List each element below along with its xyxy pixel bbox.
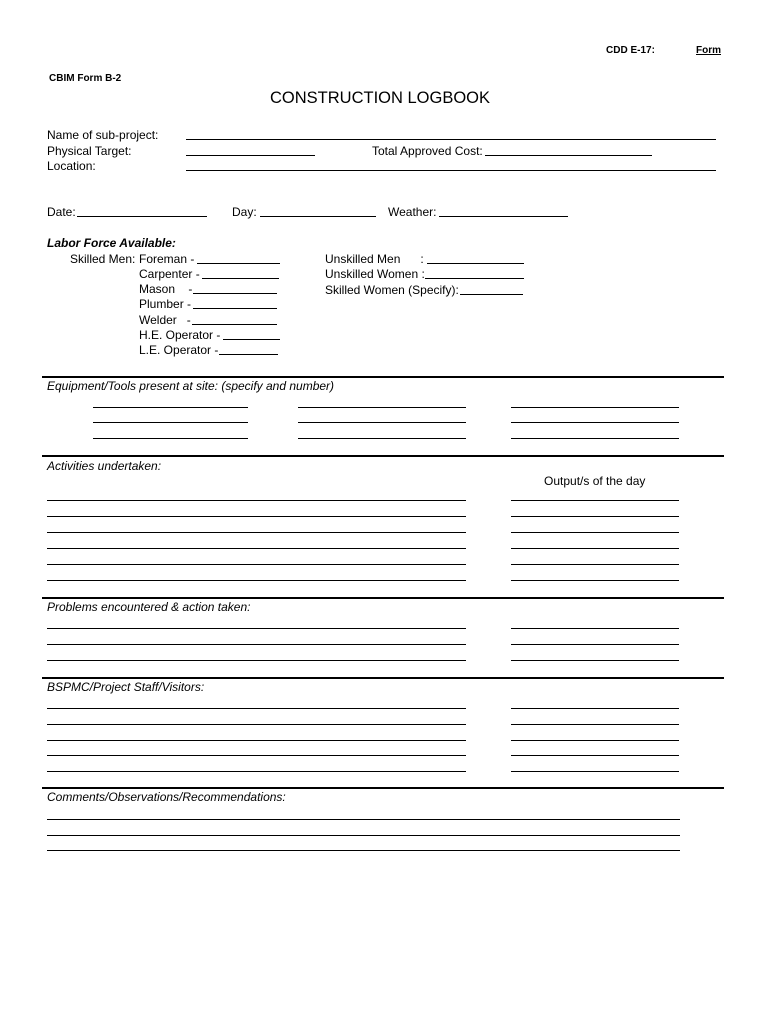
- staff-field[interactable]: [47, 708, 466, 709]
- foreman-field[interactable]: [197, 263, 280, 264]
- location-label: Location:: [47, 159, 96, 173]
- problem-field[interactable]: [47, 628, 466, 629]
- activities-divider: [42, 455, 724, 457]
- staff-field[interactable]: [47, 755, 466, 756]
- plumber-field[interactable]: [193, 308, 277, 309]
- problems-divider: [42, 597, 724, 599]
- staff-heading: BSPMC/Project Staff/Visitors:: [47, 680, 205, 694]
- action-field[interactable]: [511, 644, 679, 645]
- equipment-heading: Equipment/Tools present at site: (specify and number): [47, 379, 335, 393]
- equipment-field[interactable]: [298, 407, 466, 408]
- total-cost-label: Total Approved Cost:: [372, 144, 483, 158]
- output-field[interactable]: [511, 500, 679, 501]
- total-cost-field[interactable]: [485, 155, 652, 156]
- comments-heading: Comments/Observations/Recommendations:: [47, 790, 286, 804]
- weather-field[interactable]: [439, 216, 568, 217]
- weather-label: Weather:: [388, 205, 437, 219]
- comment-field[interactable]: [47, 819, 680, 820]
- equipment-field[interactable]: [511, 407, 679, 408]
- equipment-field[interactable]: [93, 422, 248, 423]
- staff-divider: [42, 677, 724, 679]
- equipment-field[interactable]: [93, 438, 248, 439]
- form-label: Form: [696, 45, 721, 56]
- output-field[interactable]: [511, 532, 679, 533]
- comments-divider: [42, 787, 724, 789]
- carpenter-label: Carpenter -: [139, 267, 200, 281]
- comment-field[interactable]: [47, 835, 680, 836]
- physical-target-field[interactable]: [186, 155, 315, 156]
- staff-extra-field[interactable]: [511, 708, 679, 709]
- foreman-label: Foreman -: [139, 252, 195, 266]
- activity-field[interactable]: [47, 500, 466, 501]
- le-operator-label: L.E. Operator -: [139, 343, 219, 357]
- he-operator-field[interactable]: [223, 339, 280, 340]
- mason-field[interactable]: [193, 293, 277, 294]
- he-operator-label: H.E. Operator -: [139, 328, 221, 342]
- equipment-field[interactable]: [511, 422, 679, 423]
- equipment-field[interactable]: [93, 407, 248, 408]
- skilled-men-label: Skilled Men:: [70, 252, 136, 266]
- staff-extra-field[interactable]: [511, 755, 679, 756]
- day-field[interactable]: [260, 216, 376, 217]
- date-field[interactable]: [77, 216, 207, 217]
- page-title: CONSTRUCTION LOGBOOK: [270, 89, 491, 107]
- action-field[interactable]: [511, 660, 679, 661]
- activity-field[interactable]: [47, 580, 466, 581]
- equipment-field[interactable]: [511, 438, 679, 439]
- activity-field[interactable]: [47, 548, 466, 549]
- le-operator-field[interactable]: [219, 354, 278, 355]
- output-heading: Output/s of the day: [544, 474, 646, 488]
- skilled-women-field[interactable]: [460, 294, 523, 295]
- unskilled-women-label: Unskilled Women :: [325, 267, 425, 281]
- activities-heading: Activities undertaken:: [47, 459, 162, 473]
- comment-field[interactable]: [47, 850, 680, 851]
- staff-field[interactable]: [47, 771, 466, 772]
- subproject-field[interactable]: [186, 139, 716, 140]
- date-label: Date:: [47, 205, 76, 219]
- equipment-field[interactable]: [298, 422, 466, 423]
- staff-extra-field[interactable]: [511, 771, 679, 772]
- output-field[interactable]: [511, 548, 679, 549]
- unskilled-men-label: Unskilled Men :: [325, 252, 424, 266]
- welder-field[interactable]: [192, 324, 277, 325]
- equipment-field[interactable]: [298, 438, 466, 439]
- mason-label: Mason -: [139, 282, 193, 296]
- skilled-women-label: Skilled Women (Specify):: [325, 283, 459, 297]
- output-field[interactable]: [511, 564, 679, 565]
- output-field[interactable]: [511, 580, 679, 581]
- activity-field[interactable]: [47, 532, 466, 533]
- welder-label: Welder -: [139, 313, 191, 327]
- equipment-divider: [42, 376, 724, 378]
- staff-extra-field[interactable]: [511, 740, 679, 741]
- subproject-label: Name of sub-project:: [47, 128, 159, 142]
- problems-heading: Problems encountered & action taken:: [47, 600, 251, 614]
- cbim-form-label: CBIM Form B-2: [49, 73, 122, 84]
- carpenter-field[interactable]: [202, 278, 279, 279]
- problem-field[interactable]: [47, 644, 466, 645]
- physical-target-label: Physical Target:: [47, 144, 132, 158]
- staff-field[interactable]: [47, 724, 466, 725]
- staff-extra-field[interactable]: [511, 724, 679, 725]
- output-field[interactable]: [511, 516, 679, 517]
- activity-field[interactable]: [47, 516, 466, 517]
- labor-heading: Labor Force Available:: [47, 236, 176, 250]
- form-code: CDD E-17:: [606, 45, 655, 56]
- unskilled-women-field[interactable]: [425, 278, 524, 279]
- unskilled-men-field[interactable]: [427, 263, 524, 264]
- action-field[interactable]: [511, 628, 679, 629]
- activity-field[interactable]: [47, 564, 466, 565]
- location-field[interactable]: [186, 170, 716, 171]
- staff-field[interactable]: [47, 740, 466, 741]
- problem-field[interactable]: [47, 660, 466, 661]
- plumber-label: Plumber -: [139, 297, 192, 311]
- day-label: Day:: [232, 205, 257, 219]
